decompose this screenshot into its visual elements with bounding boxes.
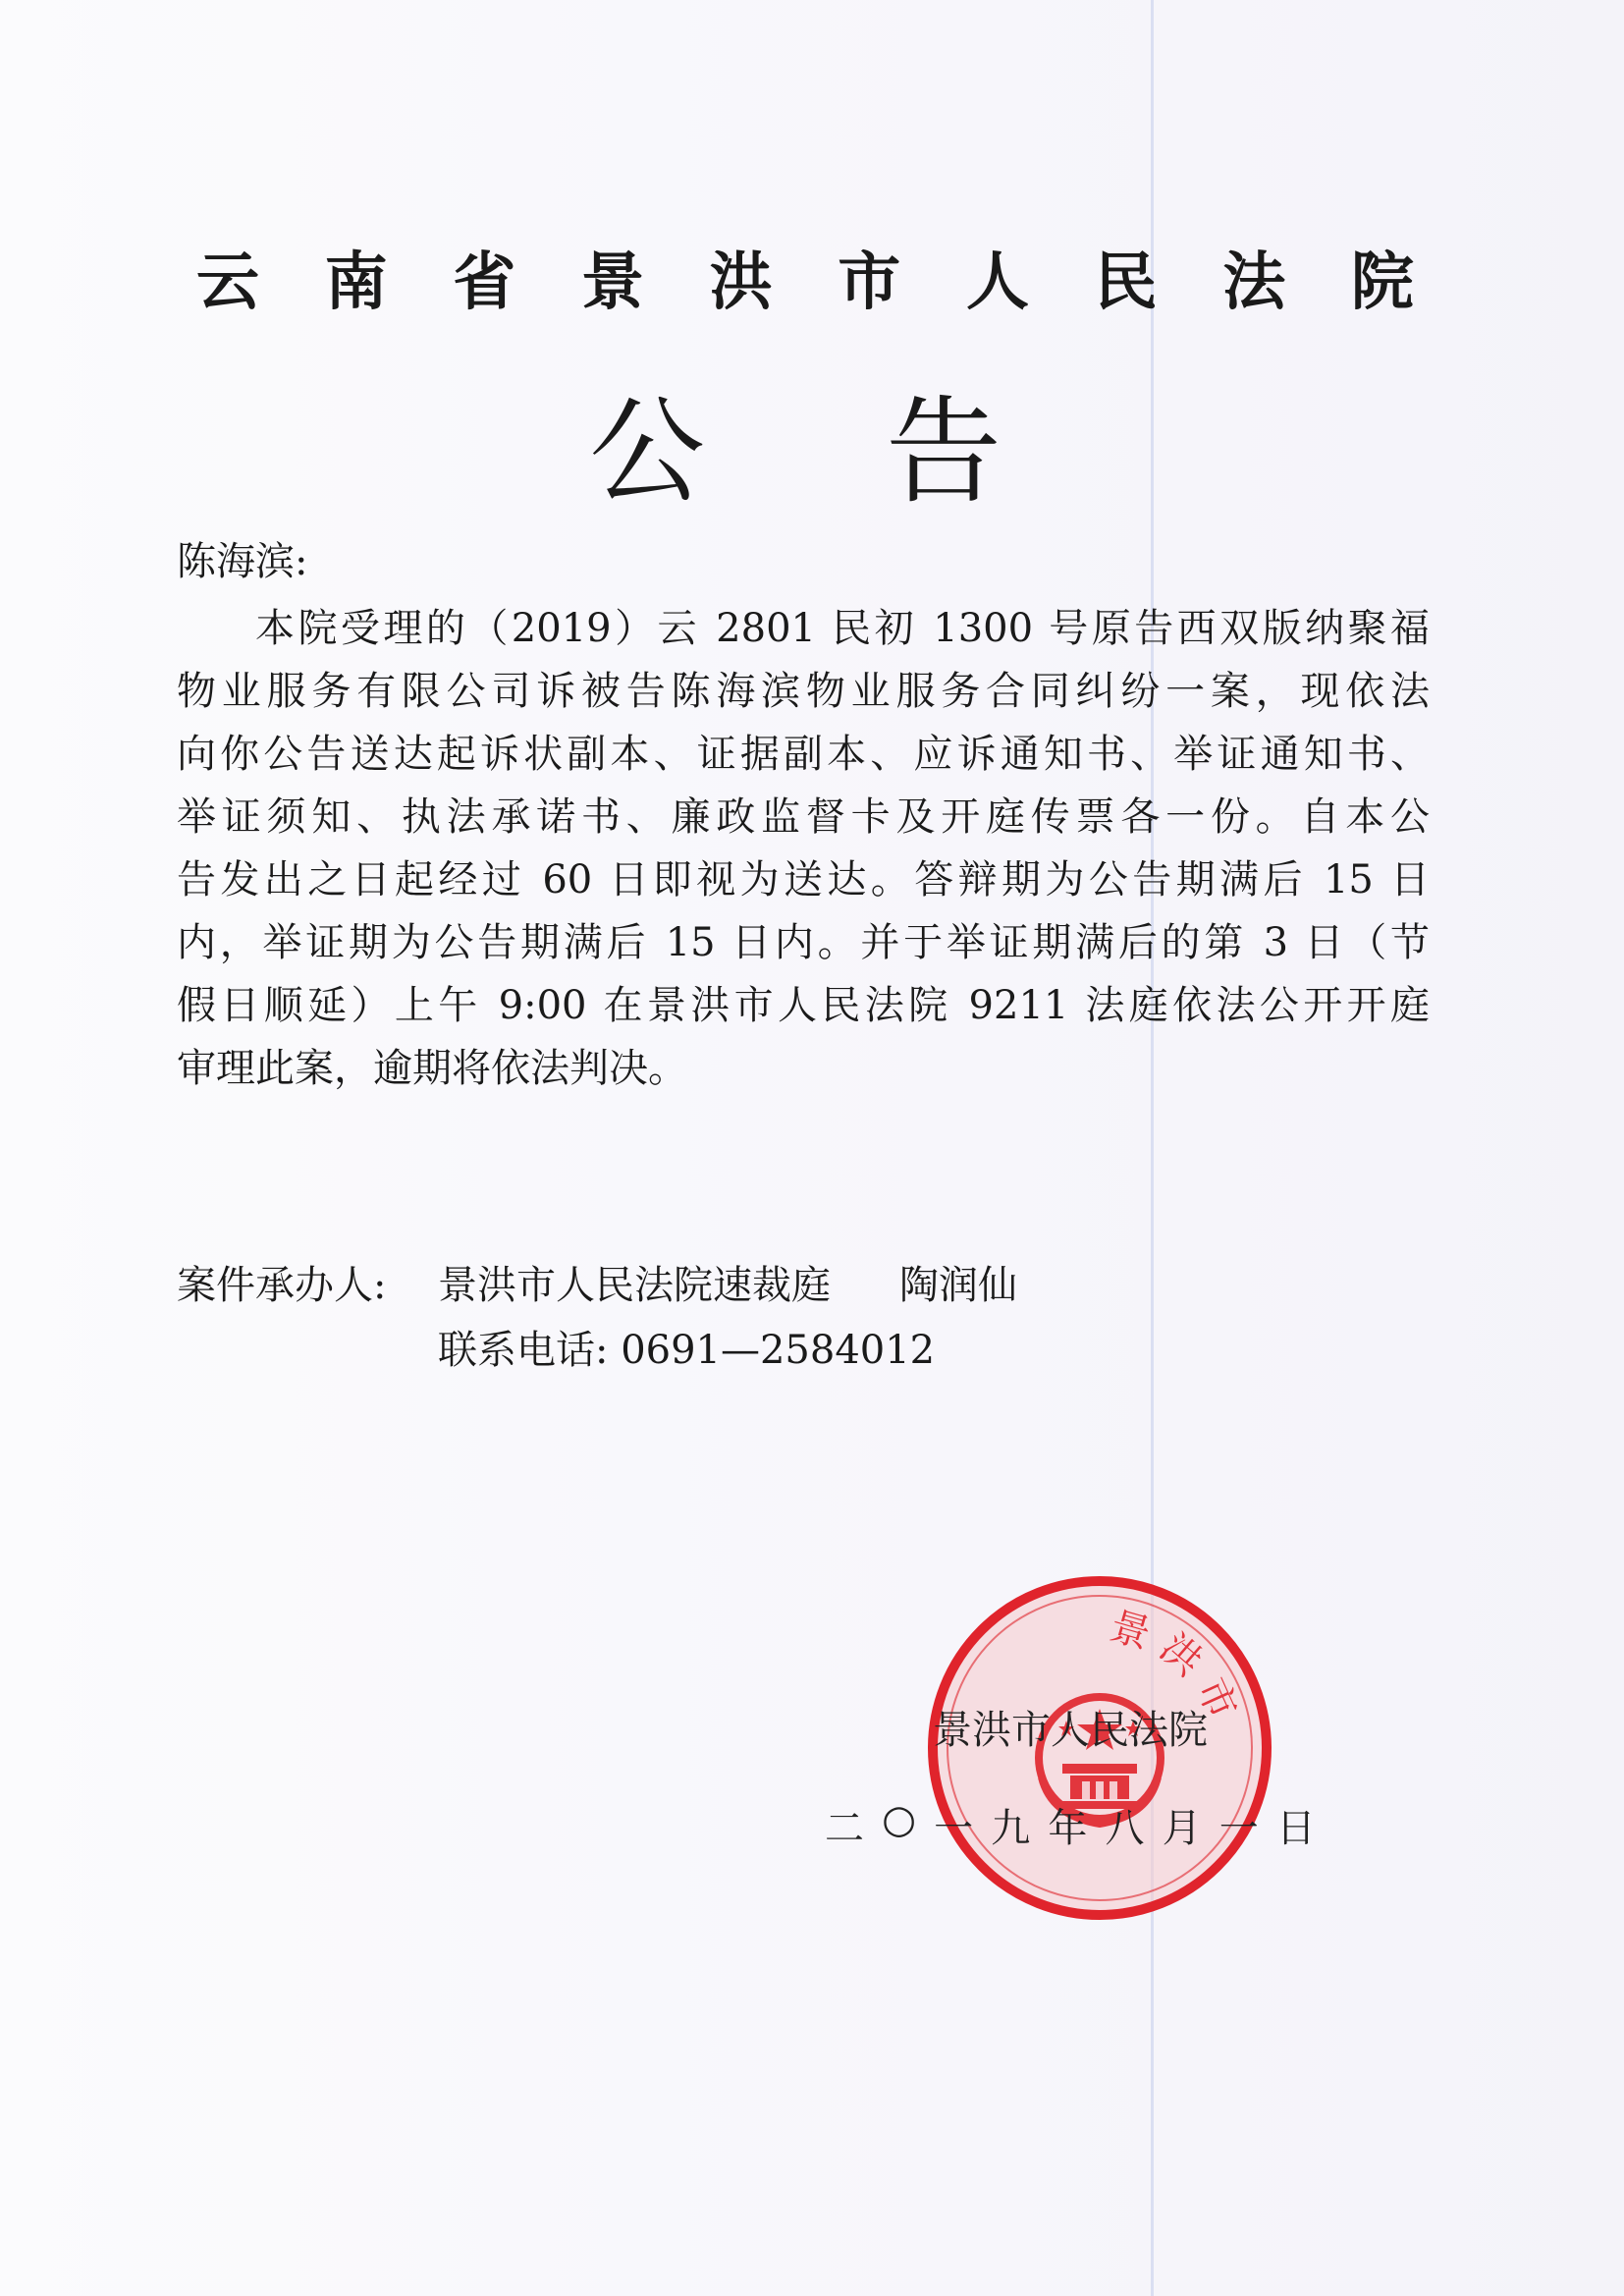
notice-title-char: 公 (589, 384, 706, 519)
court-title-char: 人 (965, 246, 1029, 319)
date-char: 一 (934, 1806, 974, 1851)
handler-phone: 联系电话: 0691—2584012 (438, 1328, 936, 1373)
date-char: 九 (991, 1806, 1031, 1851)
addressee: 陈海滨: (177, 539, 308, 584)
case-handler-block (177, 1253, 1017, 1383)
notice-body (177, 597, 1430, 1100)
handler-label: 案件承办人: (177, 1263, 387, 1308)
date-char: ○ (882, 1797, 917, 1842)
body-line: 审理此案，逾期将依法判决。 (177, 1046, 687, 1091)
court-title-char: 法 (1222, 246, 1286, 319)
court-title-char: 南 (324, 246, 388, 319)
court-title-char: 景 (580, 246, 644, 319)
notice-title-char: 告 (885, 384, 1001, 519)
body-line: 物业服务有限公司诉被告陈海滨物业服务合同纠纷一案，现依法 (177, 669, 1430, 714)
court-title-char: 市 (838, 246, 901, 319)
body-line: 内，举证期为公告期满后 15 日内。并于举证期满后的第 3 日（节 (177, 920, 1430, 965)
court-title-char: 院 (1350, 246, 1414, 319)
body-line: 假日顺延）上午 9:00 在景洪市人民法院 9211 法庭依法公开开庭 (177, 983, 1430, 1028)
court-title-char: 民 (1094, 246, 1158, 319)
body-line: 举证须知、执法承诺书、廉政监督卡及开庭传票各一份。自本公 (177, 794, 1430, 840)
svg-text:景洪市人民法院: 景洪市 (1105, 1603, 1250, 1737)
court-title-char: 洪 (709, 246, 773, 319)
handler-division: 景洪市人民法院速裁庭 (438, 1263, 831, 1308)
scan-artifact-line (1151, 0, 1154, 2296)
date-char: 年 (1048, 1806, 1088, 1851)
notice-title (589, 373, 1001, 519)
date-char: 二 (825, 1806, 864, 1851)
date-char: 月 (1162, 1806, 1202, 1851)
handler-person: 陶润仙 (899, 1263, 1017, 1308)
date-char: 一 (1218, 1806, 1259, 1851)
signature-court: 景洪市人民法院 (933, 1708, 1208, 1753)
date-char: 八 (1105, 1806, 1145, 1851)
body-line: 告发出之日起经过 60 日即视为送达。答辩期为公告期满后 15 日 (177, 857, 1430, 902)
date-char: 日 (1275, 1806, 1316, 1851)
body-line: 本院受理的（2019）云 2801 民初 1300 号原告西双版纳聚福 (255, 606, 1430, 651)
signature-date (825, 1797, 1316, 1853)
court-title-char: 省 (453, 246, 516, 319)
court-title (196, 228, 1414, 326)
court-title-char: 云 (196, 246, 259, 319)
body-line: 向你公告送达起诉状副本、证据副本、应诉通知书、举证通知书、 (177, 732, 1430, 777)
